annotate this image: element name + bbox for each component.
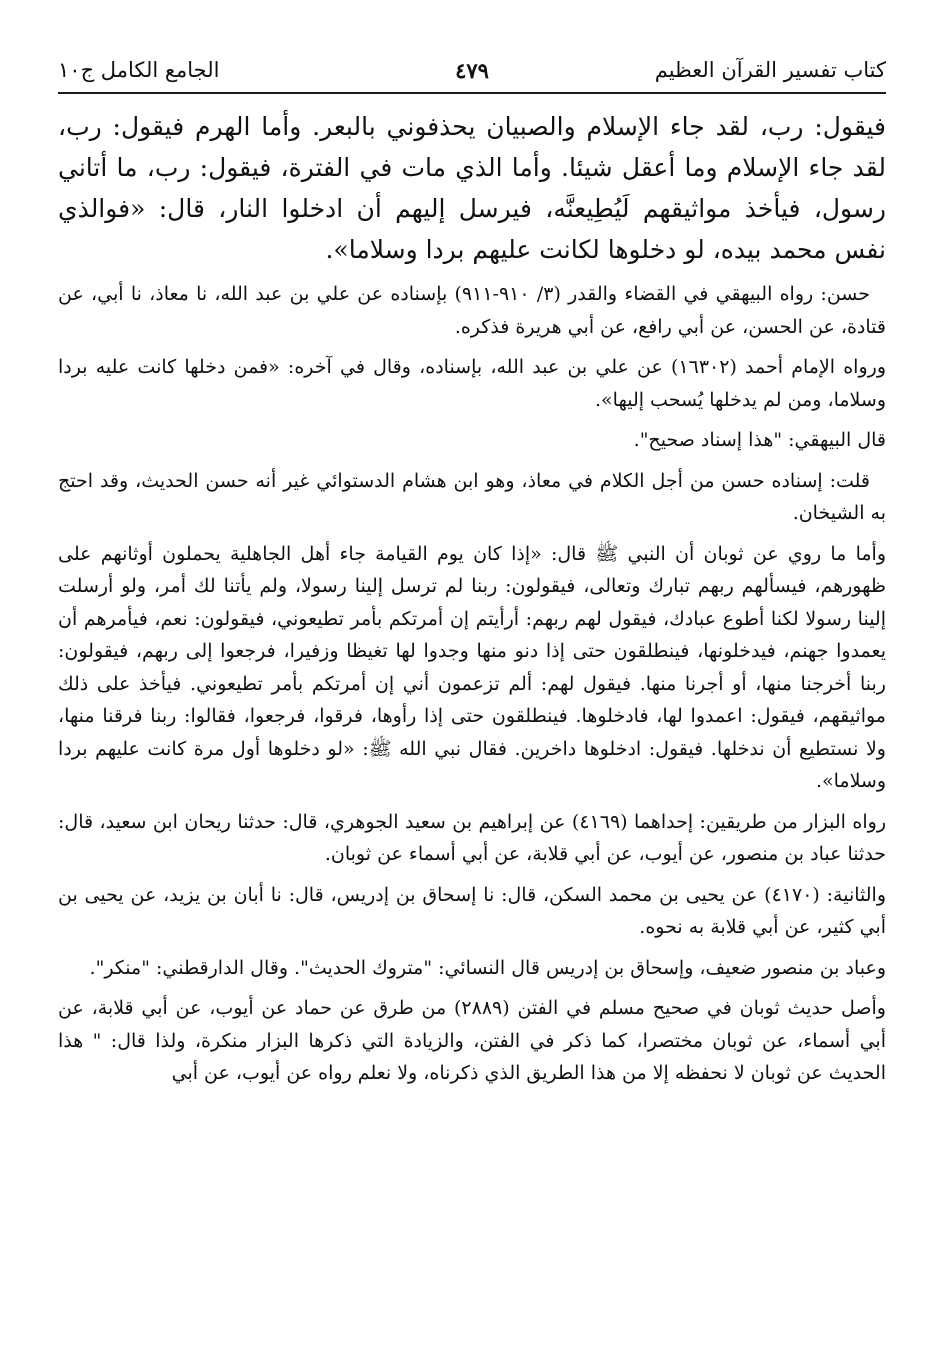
note-bazzar: رواه البزار من طريقين: إحداهما (٤١٦٩) عن إبراهيم بن سعيد الجوهري، قال: حدثنا ريحان ابن سعيد، قال: حدثنا عباد بن منصور، عن أيوب، عن أبي قلابة، عن أبي أسماء عن ثوبان. [58, 810, 887, 865]
page-content [58, 106, 886, 1090]
volume-label: الجامع الكامل ج١٠ [58, 58, 220, 82]
note-asl-hadith: وأصل حديث ثوبان في صحيح مسلم في الفتن (٢٨٨٩) من طرق عن حماد عن أيوب، عن أبي قلابة، عن أبي أسماء، عن ثوبان مختصرا، كما ذكر في الفتن، والزيادة التي ذكرها البزار منكرة، ولذا قال: " هذا الحديث عن ثوبان لا نحفظه إلا من هذا الطريق الذي ذكرناه، ولا نعلم رواه عن أيوب، عن أبي [58, 997, 886, 1084]
book-page [58, 52, 886, 1098]
page-number: ٤٧٩ [455, 58, 489, 83]
note-qultu: قلت: إسناده حسن من أجل الكلام في معاذ، وهو ابن هشام الدستوائي غير أنه حسن الحديث، وقد احتج به الشيخان. [58, 469, 886, 524]
note-hasan: حسن: رواه البيهقي في القضاء والقدر (٣/ ٩١٠-٩١١) بإسناده عن علي بن عبد الله، نا معاذ، نا أبي، عن قتادة، عن الحسن، عن أبي رافع، عن أبي هريرة فذكره. [58, 283, 886, 338]
main-paragraph: فيقول: رب، لقد جاء الإسلام والصبيان يحذفوني بالبعر. وأما الهرم فيقول: رب، لقد جاء الإسلام وما أعقل شيئا. وأما الذي مات في الفترة، فيقول: رب، ما أتاني رسول، فيأخذ مواثيقهم لَيُطِيعنَّه، فيرسل إليهم أن ادخلوا النار، قال: «فوالذي نفس محمد بيده، لو دخلوها لكانت عليهم بردا وسلاما». [58, 112, 886, 264]
note-bayhaqi: قال البيهقي: "هذا إسناد صحيح". [633, 429, 886, 451]
book-title: كتاب تفسير القرآن العظيم [654, 58, 886, 82]
note-ahmad: ورواه الإمام أحمد (١٦٣٠٢) عن علي بن عبد الله، بإسناده، وقال في آخره: «فمن دخلها كانت عليه بردا وسلاما، ومن لم يدخلها يُسحب إليها». [58, 356, 886, 411]
page-header [58, 52, 886, 94]
note-thawban-hadith: وأما ما روي عن ثوبان أن النبي ﷺ قال: «إذا كان يوم القيامة جاء أهل الجاهلية يحملون أوثانهم على ظهورهم، فيسألهم ربهم تبارك وتعالى، فيقولون: ربنا لم ترسل إلينا رسولا، ولم يأتنا لك أمر، ولو أرسلت إلينا رسولا لكنا أطوع عبادك، فيقول لهم ربهم: أرأيتم إن أمرتكم بأمر تطيعوني، فيقولون: نعم، فيأمرهم أن يعمدوا جهنم، فيدخلونها، فينطلقون حتى إذا دنو منها وجدوا لها تغيظا وزفيرا، فرجعوا إلى ربهم، فيقولون: ربنا أخرجنا منها، أو أجرنا منها. فيقول لهم: ألم تزعمون أني إن أمرتكم بأمر تطيعوني. فيأخذ على ذلك مواثيقهم، فيقول: اعمدوا لها، فادخلوها. فينطلقون حتى إذا رأوها، فرقوا، فرجعوا، فقالوا: ربنا فرقنا منها، ولا نستطيع أن ندخلها. فيقول: ادخلوها داخرين. فقال نبي الله ﷺ: «لو دخلوها أول مرة كانت عليهم بردا وسلاما». [58, 542, 886, 792]
note-abbad: وعباد بن منصور ضعيف، وإسحاق بن إدريس قال النسائي: "متروك الحديث". وقال الدارقطني: "منكر". [89, 956, 886, 979]
note-second-route: والثانية: (٤١٧٠) عن يحيى بن محمد السكن، قال: نا إسحاق بن إدريس، قال: نا أبان بن يزيد، عن يحيى بن أبي كثير، عن أبي قلابة به نحوه. [58, 883, 886, 938]
